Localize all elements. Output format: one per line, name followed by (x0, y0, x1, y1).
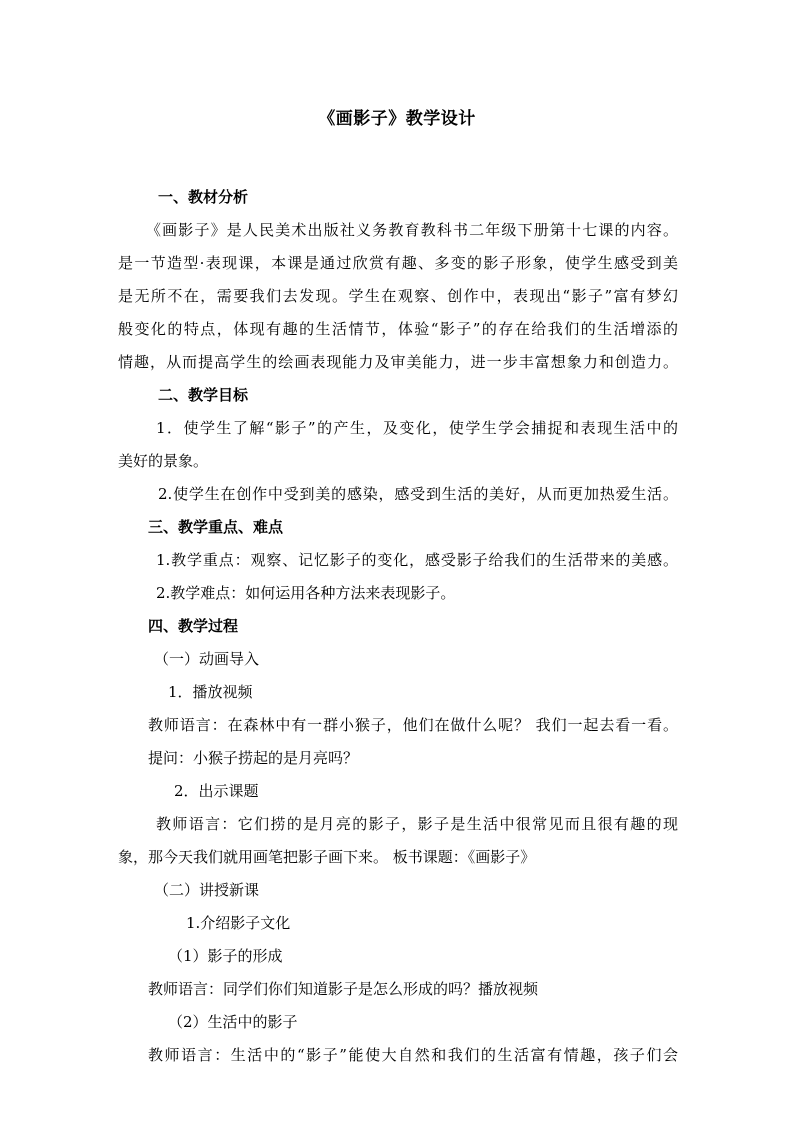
subsection-heading: （二）讲授新课 (154, 881, 260, 899)
document-body (118, 181, 678, 1072)
list-item: 2．出示课题 (174, 782, 259, 800)
section-heading-3: 三、教学重点、难点 (148, 518, 284, 536)
paragraph-line: 教师语言：它们捞的是月亮的影子，影子是生活中很常见而且很有趣的现 (156, 815, 678, 833)
paragraph-line: 教师语言：同学们你们知道影子是怎么形成的吗？播放视频 (148, 980, 539, 998)
list-item: 1．播放视频 (168, 683, 253, 701)
paragraph-line: 教师语言：生活中的“影子”能使大自然和我们的生活富有情趣，孩子们会 (148, 1046, 678, 1064)
section-heading-2: 二、教学目标 (158, 386, 249, 404)
paragraph-line: 1.教学重点：观察、记忆影子的变化，感受影子给我们的生活带来的美感。 (156, 551, 678, 569)
paragraph-line: 情趣，从而提高学生的绘画表现能力及审美能力，进一步丰富想象力和创造力。 (118, 353, 678, 371)
document-title: 《画影子》教学设计 (318, 109, 476, 129)
paragraph-line: 2.教学难点：如何运用各种方法来表现影子。 (156, 584, 456, 602)
section-heading-1: 一、教材分析 (158, 188, 249, 206)
list-item: 1.介绍影子文化 (186, 914, 291, 932)
paragraph-line: 《画影子》是人民美术出版社义务教育教科书二年级下册第十七课的内容。 (146, 221, 678, 239)
paragraph-line: 象，那今天我们就用画笔把影子画下来。 板书课题：《画影子》 (118, 848, 536, 866)
paragraph-line: 般变化的特点，体现有趣的生活情节，体验“影子”的存在给我们的生活增添的 (118, 320, 678, 338)
paragraph-line: 1．使学生了解“影子”的产生，及变化，使学生学会捕捉和表现生活中的 (156, 419, 678, 437)
paragraph-line: 是无所不在，需要我们去发现。学生在观察、创作中，表现出“影子”富有梦幻 (118, 287, 678, 305)
list-item: （2）生活中的影子 (168, 1013, 298, 1031)
paragraph-line: 2.使学生在创作中受到美的感染，感受到生活的美好，从而更加热爱生活。 (158, 485, 678, 503)
list-item: （1）影子的形成 (168, 947, 283, 965)
paragraph-line: 是一节造型·表现课，本课是通过欣赏有趣、多变的影子形象，使学生感受到美 (118, 254, 678, 272)
subsection-heading: （一）动画导入 (154, 650, 260, 668)
section-heading-4: 四、教学过程 (148, 617, 239, 635)
paragraph-line: 美好的景象。 (118, 452, 209, 470)
paragraph-line: 提问：小猴子捞起的是月亮吗？ (148, 749, 359, 767)
paragraph-line: 教师语言：在森林中有一群小猴子，他们在做什么呢？ 我们一起去看一看。 (148, 716, 678, 734)
